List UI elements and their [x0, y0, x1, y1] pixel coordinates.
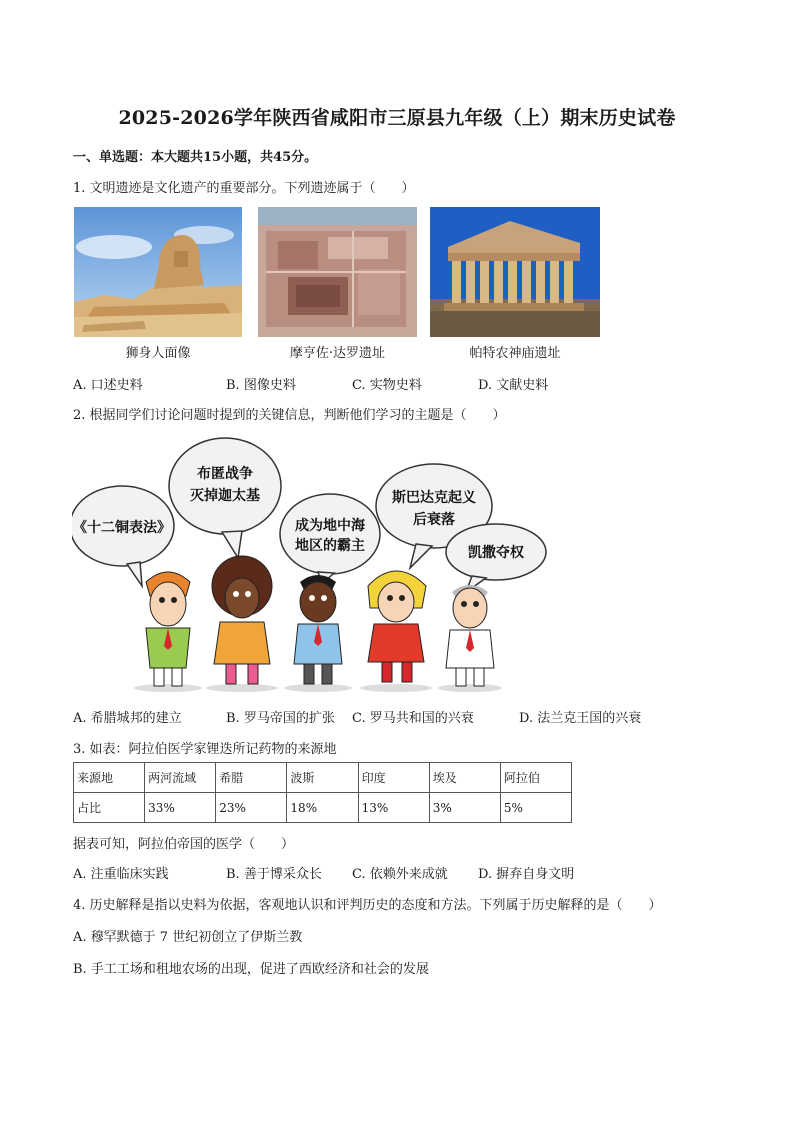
- caption-sphinx: 狮身人面像: [125, 346, 191, 361]
- table-cell: 来源地: [74, 763, 145, 793]
- table-cell: 波斯: [287, 763, 358, 793]
- bubble-caesar: 凯撒夺权: [468, 545, 524, 561]
- student-figure-5: [438, 585, 502, 692]
- q2-stem: 2. 根据同学们讨论问题时提到的关键信息，判断他们学习的主题是（ ）: [73, 408, 506, 423]
- bubble-spartacus-line2: 后衰落: [413, 512, 455, 528]
- q2-cartoon: [72, 436, 562, 692]
- table-cell: 两河流域: [145, 763, 216, 793]
- bubble-mediterranean-line1: 成为地中海: [295, 518, 365, 534]
- table-cell: 5%: [500, 793, 571, 823]
- table-cell: 3%: [429, 793, 500, 823]
- q3-option-d: D. 摒弃自身文明: [478, 867, 575, 882]
- table-cell: 印度: [358, 763, 429, 793]
- q4-stem: 4. 历史解释是指以史料为依据，客观地认识和评判历史的态度和方法。下列属于历史解释的是（ ）: [73, 898, 662, 913]
- q2-option-b: B. 罗马帝国的扩张: [226, 711, 335, 726]
- q3-option-c: C. 依赖外来成就: [352, 867, 448, 882]
- bubble-punic-wars-line1: 布匿战争: [197, 466, 253, 482]
- q3-table: [73, 762, 572, 823]
- q1-stem: 1. 文明遗迹是文化遗产的重要部分。下列遗迹属于（ ）: [73, 181, 415, 196]
- section-heading: 一、单选题：本大题共15小题，共45分。: [73, 150, 318, 165]
- table-cell: 13%: [358, 793, 429, 823]
- student-figure-1: [134, 572, 202, 692]
- table-cell: 18%: [287, 793, 358, 823]
- q2-option-d: D. 法兰克王国的兴衰: [519, 711, 642, 726]
- student-figure-2: [206, 556, 278, 692]
- table-cell: 占比: [74, 793, 145, 823]
- q4-option-a: A. 穆罕默德于 7 世纪初创立了伊斯兰教: [73, 930, 303, 945]
- q3-followup: 据表可知，阿拉伯帝国的医学（ ）: [73, 837, 295, 852]
- bubble-punic-wars-line2: 灭掉迦太基: [190, 488, 260, 504]
- q3-option-a: A. 注重临床实践: [73, 867, 169, 882]
- bubble-mediterranean-line2: 地区的霸主: [295, 538, 365, 554]
- table-cell: 阿拉伯: [500, 763, 571, 793]
- table-cell: 希腊: [216, 763, 287, 793]
- parthenon-photo: [430, 207, 600, 337]
- table-cell: 埃及: [429, 763, 500, 793]
- table-cell: 33%: [145, 793, 216, 823]
- table-cell: 23%: [216, 793, 287, 823]
- sphinx-photo: [74, 207, 242, 337]
- caption-mohenjo-daro: 摩亨佐·达罗遗址: [289, 346, 386, 361]
- q3-option-b: B. 善于博采众长: [226, 867, 322, 882]
- q3-stem: 3. 如表：阿拉伯医学家锂迭所记药物的来源地: [73, 742, 337, 757]
- q1-option-b: B. 图像史料: [226, 378, 296, 393]
- q2-option-a: A. 希腊城邦的建立: [73, 711, 182, 726]
- caption-parthenon: 帕特农神庙遗址: [469, 346, 561, 361]
- student-figure-4: [360, 571, 432, 692]
- q1-option-a: A. 口述史料: [73, 378, 143, 393]
- page-title: 2025-2026学年陕西省咸阳市三原县九年级（上）期末历史试卷: [118, 107, 676, 129]
- bubble-twelve-tables: 《十二铜表法》: [73, 520, 171, 536]
- mohenjo-daro-photo: [258, 207, 417, 337]
- q1-option-c: C. 实物史料: [352, 378, 422, 393]
- q4-option-b: B. 手工工场和租地农场的出现，促进了西欧经济和社会的发展: [73, 962, 429, 977]
- table-row: [74, 793, 572, 823]
- q1-option-d: D. 文献史料: [478, 378, 549, 393]
- table-row: [74, 763, 572, 793]
- bubble-spartacus-line1: 斯巴达克起义: [392, 490, 476, 506]
- q2-option-c: C. 罗马共和国的兴衰: [352, 711, 474, 726]
- student-figure-3: [284, 575, 352, 692]
